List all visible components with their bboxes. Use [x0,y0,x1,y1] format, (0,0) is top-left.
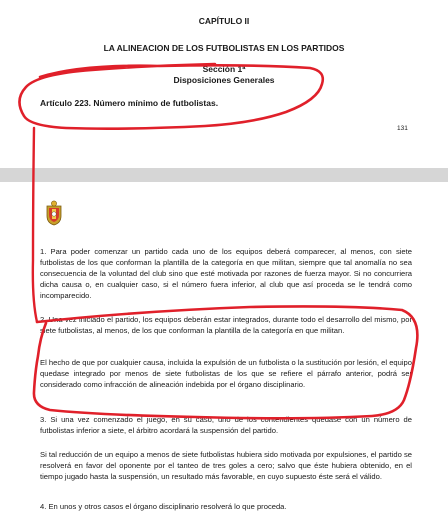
chapter-heading: CAPÍTULO II [198,16,250,26]
page-divider [0,168,448,182]
federation-crest-icon [43,200,65,226]
document-page-upper [0,0,448,168]
chapter-title: LA ALINEACION DE LOS FUTBOLISTAS EN LOS PARTIDOS [103,43,345,53]
page-number: 131 [397,125,408,132]
section-heading: Sección 1ª [202,64,246,74]
paragraph-2: 2. Una vez iniciado el partido, los equipos deberán estar integrados, durante todo el desarrollo del mismo, por siete futbolistas, al menos, de los que conforman la plantilla de la categoría en que militan. [40,315,412,335]
article-heading: Artículo 223. Número mínimo de futbolistas. [40,98,219,108]
paragraph-5: Si tal reducción de un equipo a menos de siete futbolistas hubiera sido motivada por expulsiones, el partido se resolverá en favor del oponente por el tanteo de tres goles a cero; salvo que éste hubiera obtenido, en el tiempo jugado hasta la suspensión, un resultado más favorable, en cuyo supuesto éste será el válido. [40,450,412,481]
section-subtitle: Disposiciones Generales [173,75,275,85]
paragraph-6: 4. En unos y otros casos el órgano disciplinario resolverá lo que proceda. [40,502,287,511]
paragraph-1: 1. Para poder comenzar un partido cada uno de los equipos deberá comparecer, al menos, con siete futbolistas de los que conforman la plantilla de la categoría en que militan, siempre que tal anomalía no sea consecuencia de la voluntad del club sino que esté motivada por razones de fuerza mayor. Si no concurriera dicha causa o, en cualquier caso, si el número fuera inferior, al club que así proceda se le tendrá como incomparecido. [40,247,412,300]
paragraph-3: El hecho de que por cualquier causa, incluida la expulsión de un futbolista o la sustitución por lesión, el equipo quedase integrado por menos de siete futbolistas de los que se refiere el párrafo anterior, podrá ser considerado como infracción de alineación indebida por el órgano disciplinario. [40,358,412,389]
paragraph-4: 3. Si una vez comenzado el juego, en su caso, uno de los contendientes quedase con un número de futbolistas inferior a siete, el árbitro acordará la suspensión del partido. [40,415,412,435]
